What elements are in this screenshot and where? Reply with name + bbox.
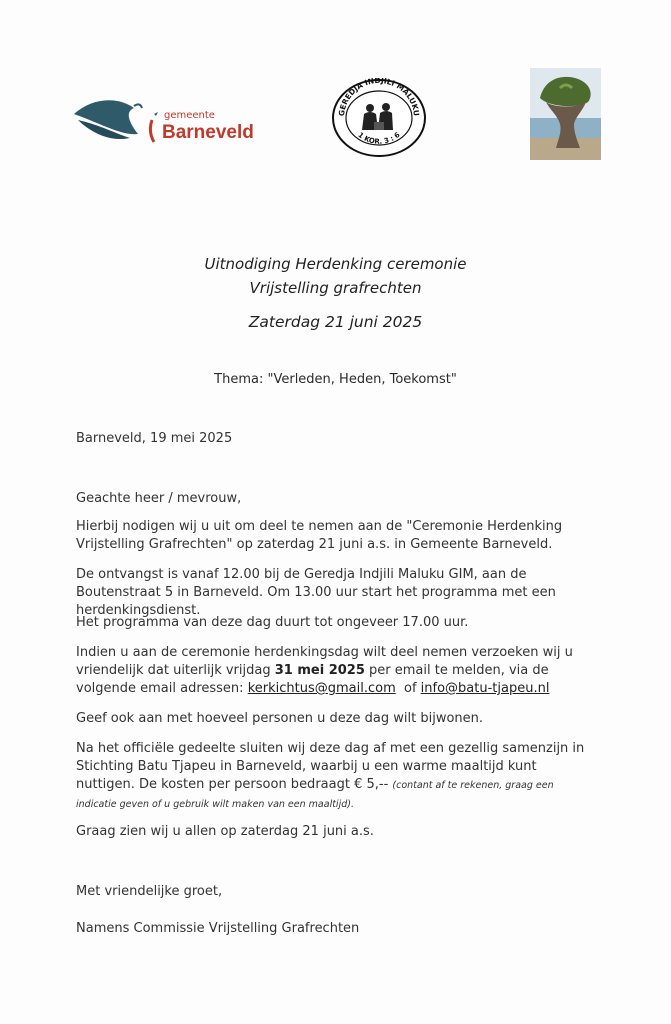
seal-top-text: GEREDJA INDJILI MALUKU	[336, 78, 422, 117]
invitation-title: Uitnodiging Herdenking ceremonie	[204, 255, 467, 273]
meal-text: Na het officiële gedeelte sluiten wij deze dag af met een gezellig samenzijn in Stichting Batu Tjapeu in Barneveld, waarbij u een warme maaltijd kunt nuttigen. De kosten per persoon bedraagt € 5,--	[76, 741, 585, 792]
paragraph-registration	[76, 644, 596, 698]
theme-line: Thema: "Verleden, Heden, Toekomst"	[214, 372, 457, 387]
logo-gemeente-text: gemeente	[164, 110, 215, 121]
meal-note: (contant af te rekenen, graag een indicatie geven of u gebruik wilt maken van een maaltijd).	[76, 780, 554, 810]
seal-bottom-text: 1 KOR. 3 : 6	[356, 130, 402, 146]
paragraph-see-you: Graag zien wij u allen op zaterdag 21 juni a.s.	[76, 824, 374, 839]
bird-wing-icon	[72, 94, 162, 150]
paragraph-programme: Het programma van deze dag duurt tot ongeveer 17.00 uur.	[76, 615, 469, 630]
email-separator: of	[395, 681, 421, 696]
signature: Namens Commissie Vrijstelling Grafrechten	[76, 921, 360, 936]
church-seal-logo	[330, 78, 428, 158]
paragraph-invitation: Hierbij nodigen wij u uit om deel te nemen aan de "Ceremonie Herdenking Vrijstelling Grafrechten" op zaterdag 21 juni a.s. in Gemeente Barneveld.	[76, 519, 563, 552]
invitation-subtitle: Vrijstelling grafrechten	[249, 279, 422, 297]
salutation: Geachte heer / mevrouw,	[76, 491, 242, 506]
rock-photo	[530, 68, 601, 160]
email-link-batu-tjapeu[interactable]: info@batu-tjapeu.nl	[420, 681, 550, 696]
barneveld-logo	[72, 94, 272, 150]
email-link-kerkichtus[interactable]: kerkichtus@gmail.com	[247, 681, 396, 696]
rock-photo-image	[530, 68, 601, 160]
seal-icon	[330, 78, 428, 158]
paragraph-reception: De ontvangst is vanaf 12.00 bij de Geredja Indjili Maluku GIM, aan de Boutenstraat 5 in Barneveld. Om 13.00 uur start het programma met een herdenkingsdienst.	[76, 567, 556, 618]
registration-text-after: per email te melden, via de volgende email adressen:	[76, 663, 549, 696]
event-date: Zaterdag 21 juni 2025	[248, 313, 423, 331]
registration-text: Indien u aan de ceremonie herdenkingsdag wilt deel nemen verzoeken wij u vriendelijk dat uiterlijk vrijdag	[76, 645, 573, 678]
closing: Met vriendelijke groet,	[76, 884, 223, 899]
paragraph-attendees: Geef ook aan met hoeveel personen u deze dag wilt bijwonen.	[76, 711, 484, 726]
deadline-date: 31 mei 2025	[274, 663, 365, 678]
paragraph-meal	[76, 740, 596, 814]
place-date: Barneveld, 19 mei 2025	[76, 431, 233, 446]
logo-barneveld-text: Barneveld	[162, 122, 254, 143]
